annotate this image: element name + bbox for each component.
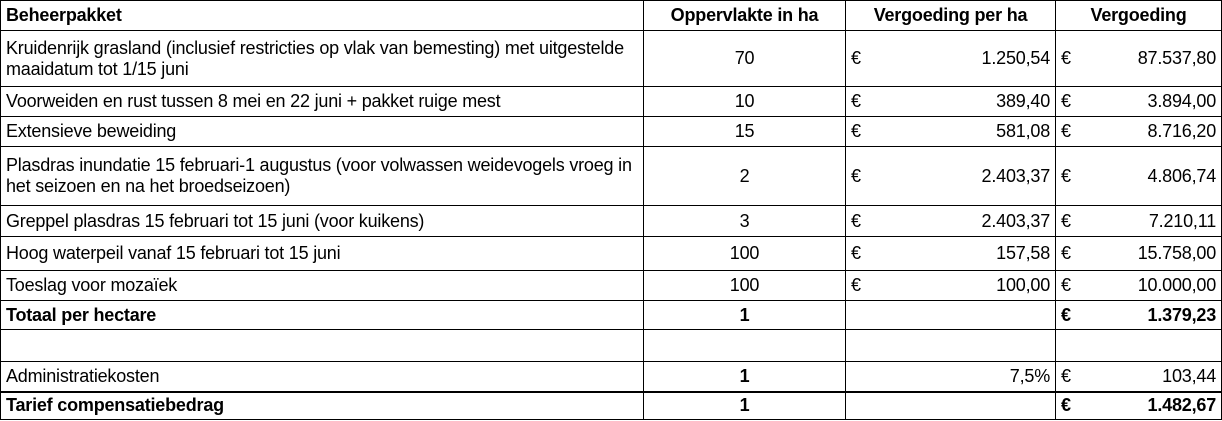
admin-fee: 103,44 [1092,362,1222,392]
row-fee-per-ha: 581,08 [882,117,1056,147]
row-area: 100 [644,271,846,301]
empty-cell [644,330,846,362]
currency-symbol: € [846,206,882,237]
row-fee: 8.716,20 [1092,117,1222,147]
row-fee: 87.537,80 [1092,31,1222,87]
row-area: 70 [644,31,846,87]
table-row [1,271,1222,301]
admin-label: Administratiekosten [1,362,644,392]
currency-symbol: € [1056,362,1092,392]
currency-symbol: € [1056,147,1092,206]
row-area: 2 [644,147,846,206]
row-fee-per-ha: 389,40 [882,87,1056,117]
spacer-row [1,330,1222,362]
currency-symbol: € [1056,117,1092,147]
table-row [1,237,1222,271]
row-fee-per-ha: 1.250,54 [882,31,1056,87]
admin-percent: 7,5% [846,362,1056,392]
table-row [1,117,1222,147]
table-row [1,206,1222,237]
row-area: 3 [644,206,846,237]
currency-symbol: € [846,31,882,87]
empty-cell [846,392,1056,420]
row-package: Voorweiden en rust tussen 8 mei en 22 juni + pakket ruige mest [1,87,644,117]
empty-cell [846,301,1056,330]
table-row [1,31,1222,87]
row-package: Kruidenrijk grasland (inclusief restricties op vlak van bemesting) met uitgestelde maaidatum tot 1/15 juni [1,31,644,87]
header-fee-per-ha: Vergoeding per ha [846,1,1056,31]
total-label: Totaal per hectare [1,301,644,330]
row-package: Extensieve beweiding [1,117,644,147]
empty-cell [1056,330,1222,362]
admin-row [1,362,1222,392]
currency-symbol: € [1056,392,1092,420]
admin-area: 1 [644,362,846,392]
empty-cell [1,330,644,362]
row-fee: 3.894,00 [1092,87,1222,117]
header-area: Oppervlakte in ha [644,1,846,31]
row-fee-per-ha: 157,58 [882,237,1056,271]
row-fee: 7.210,11 [1092,206,1222,237]
header-row [1,1,1222,31]
row-fee: 4.806,74 [1092,147,1222,206]
row-package: Hoog waterpeil vanaf 15 februari tot 15 juni [1,237,644,271]
total-row [1,301,1222,330]
currency-symbol: € [1056,31,1092,87]
row-fee: 15.758,00 [1092,237,1222,271]
currency-symbol: € [846,87,882,117]
row-package: Greppel plasdras 15 februari tot 15 juni (voor kuikens) [1,206,644,237]
row-fee-per-ha: 2.403,37 [882,147,1056,206]
header-fee: Vergoeding [1056,1,1222,31]
currency-symbol: € [846,271,882,301]
tariff-fee: 1.482,67 [1092,392,1222,420]
row-area: 10 [644,87,846,117]
tariff-label: Tarief compensatiebedrag [1,392,644,420]
row-fee: 10.000,00 [1092,271,1222,301]
row-area: 15 [644,117,846,147]
tariff-area: 1 [644,392,846,420]
row-package: Plasdras inundatie 15 februari-1 augustus (voor volwassen weidevogels vroeg in het seizoen en na het broedseizoen) [1,147,644,206]
empty-cell [846,330,1056,362]
total-fee: 1.379,23 [1092,301,1222,330]
row-fee-per-ha: 100,00 [882,271,1056,301]
currency-symbol: € [1056,87,1092,117]
currency-symbol: € [1056,271,1092,301]
currency-symbol: € [846,147,882,206]
table-row [1,147,1222,206]
row-fee-per-ha: 2.403,37 [882,206,1056,237]
tariff-row [1,392,1222,420]
currency-symbol: € [846,237,882,271]
currency-symbol: € [846,117,882,147]
currency-symbol: € [1056,237,1092,271]
row-area: 100 [644,237,846,271]
currency-symbol: € [1056,206,1092,237]
currency-symbol: € [1056,301,1092,330]
total-area: 1 [644,301,846,330]
table-row [1,87,1222,117]
row-package: Toeslag voor mozaïek [1,271,644,301]
header-package: Beheerpakket [1,1,644,31]
